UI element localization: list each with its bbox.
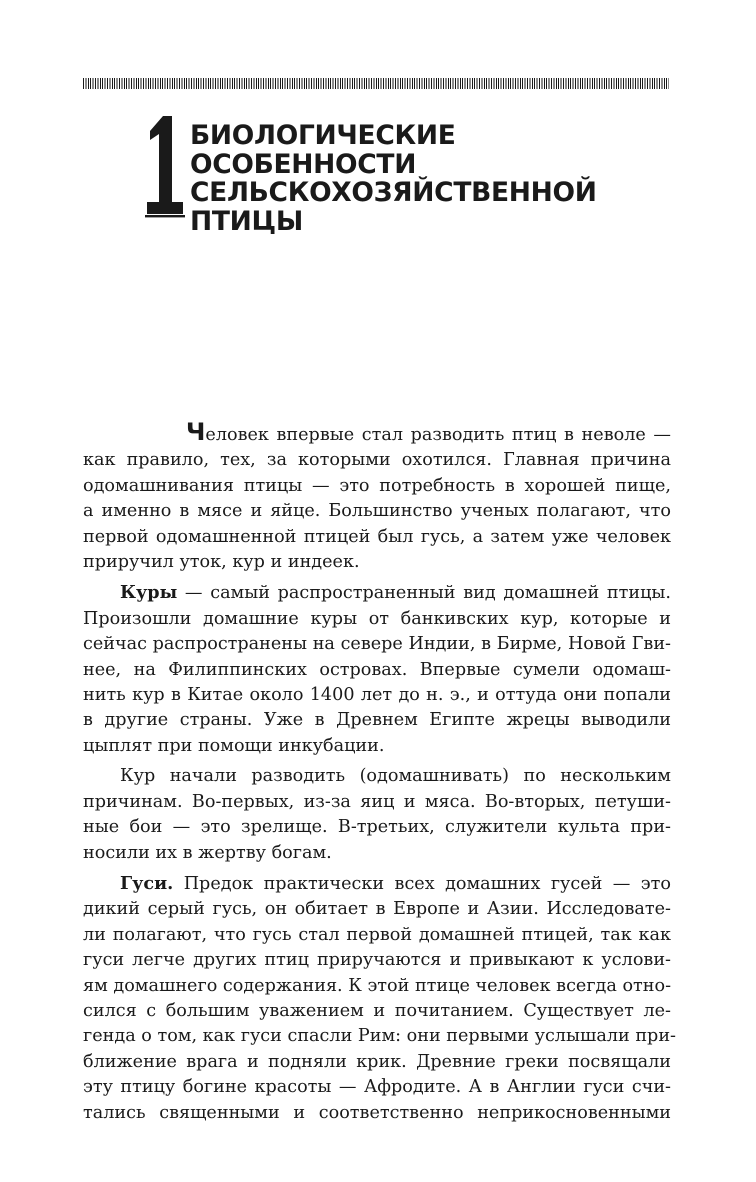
drop-cap: Ч — [186, 418, 206, 446]
text-line: ли полагают, что гусь стал первой домашней птицей, так как — [83, 924, 671, 945]
text-line: ные бои — это зрелище. В-третьих, служители культа при- — [83, 817, 671, 838]
text-line: первой одомашненной птицей был гусь, а затем уже человек — [83, 526, 671, 547]
text-line: ближение врага и подняли крик. Древние греки посвящали — [83, 1051, 671, 1072]
paragraph-geese — [83, 871, 676, 1126]
text-line: в другие страны. Уже в Древнем Египте жрецы выводили — [83, 710, 671, 731]
header-rule — [83, 78, 669, 89]
chapter-title-line: СЕЛЬСКОХОЗЯЙСТВЕННОЙ — [190, 177, 597, 208]
text-line: сейчас распространены на севере Индии, в Бирме, Новой Гви- — [83, 634, 671, 655]
text-line: ям домашнего содержания. К этой птице человек всегда отно- — [83, 975, 672, 996]
text-line: тались священными и соответственно неприкосновенными — [83, 1102, 671, 1123]
text-line: приручил уток, кур и индеек. — [83, 552, 360, 573]
text-line: цыплят при помощи инкубации. — [83, 735, 385, 756]
text-line: Кур начали разводить (одомашнивать) по нескольким — [120, 766, 671, 787]
text-line: Человек впервые стал разводить птиц в неволе — — [186, 418, 671, 446]
term-chickens: Куры — [120, 582, 178, 604]
text-line: Куры — самый распространенный вид домашней птицы. — [120, 582, 671, 604]
text-line: нить кур в Китае около 1400 лет до н. э., и оттуда они попали — [83, 685, 671, 706]
text-line: дикий серый гусь, он обитает в Европе и Азии. Исследовате- — [83, 899, 671, 920]
chapter-title — [190, 122, 597, 236]
text-line: а именно в мясе и яйце. Большинство ученых полагают, что — [83, 501, 671, 522]
paragraph-reasons — [83, 764, 671, 866]
numeral-underline — [145, 215, 185, 217]
paragraph-intro — [83, 420, 671, 575]
numeral-shape — [147, 116, 183, 214]
text-line: Гуси. Предок практически всех домашних гусей — это — [120, 872, 671, 894]
text-line: как правило, тех, за которыми охотился. Главная причина — [83, 450, 671, 471]
chapter-title-line: ПТИЦЫ — [190, 205, 303, 237]
text-line: генда о том, как гуси спасли Рим: они первыми услышали при- — [83, 1026, 676, 1047]
text-line: одомашнивания птицы — это потребность в хорошей пище, — [83, 475, 671, 496]
paragraph-chickens — [83, 580, 671, 759]
body-text — [83, 418, 676, 1131]
text-line: носили их в жертву богам. — [83, 842, 332, 863]
chapter-number — [141, 114, 187, 218]
term-geese: Гуси. — [120, 872, 174, 894]
text-line: гуси легче других птиц приручаются и привыкают к услови- — [83, 950, 671, 971]
chapter-title-line: ОСОБЕННОСТИ — [190, 148, 417, 180]
text-line: Произошли домашние куры от банкивских кур, которые и — [83, 608, 671, 629]
text-line: нее, на Филиппинских островах. Впервые сумели одомаш- — [83, 659, 671, 680]
text-line: сился с большим уважением и почитанием. Существует ле- — [83, 1000, 671, 1021]
text-line: причинам. Во-первых, из-за яиц и мяса. Во-вторых, петуши- — [83, 791, 671, 812]
text-line: эту птицу богине красоты — Афродите. А в Англии гуси счи- — [83, 1077, 671, 1098]
chapter-title-line: БИОЛОГИЧЕСКИЕ — [190, 120, 456, 151]
